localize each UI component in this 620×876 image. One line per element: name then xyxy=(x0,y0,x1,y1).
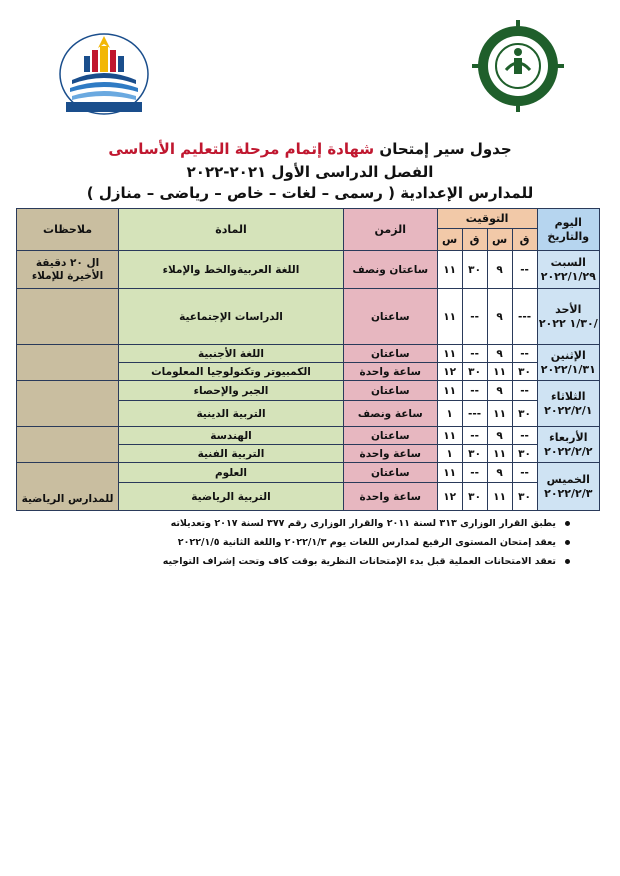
duration-cell: ساعة واحدة xyxy=(343,445,437,463)
end-hour: ١١ xyxy=(437,345,462,363)
end-minute: -- xyxy=(462,289,487,345)
day-cell xyxy=(537,345,599,381)
start-hour: ١١ xyxy=(487,445,512,463)
exam-title-prefix: جدول سير إمتحان xyxy=(374,140,512,158)
note-cell xyxy=(17,381,119,427)
day-date: ٢٠٢٢/٢/٣ xyxy=(544,486,593,500)
subject-cell: التربية الرياضية xyxy=(119,483,344,511)
footnote-item xyxy=(40,552,570,571)
end-hour: ١١ xyxy=(437,381,462,401)
table-row xyxy=(17,427,600,445)
start-hour: ٩ xyxy=(487,381,512,401)
day-date: ٢٠٢٢/٢/١ xyxy=(544,403,593,417)
start-hour: ٩ xyxy=(487,427,512,445)
end-hour: ١ xyxy=(437,401,462,427)
end-hour: ١١ xyxy=(437,251,462,289)
table-row xyxy=(17,463,600,483)
start-minute: ٣٠ xyxy=(512,401,537,427)
header-day-date: اليوم والتاريخ xyxy=(537,209,599,251)
header-timing: التوقيت xyxy=(437,209,537,229)
table-row xyxy=(17,381,600,401)
end-minute: -- xyxy=(462,381,487,401)
day-date: /١/٣٠ ٢٠٢٢ xyxy=(538,316,598,330)
day-cell xyxy=(537,463,599,511)
day-date: ٢٠٢٢/١/٣١ xyxy=(540,362,596,376)
start-hour: ١١ xyxy=(487,401,512,427)
end-minute: ٣٠ xyxy=(462,445,487,463)
start-hour: ٩ xyxy=(487,251,512,289)
day-name: الإثنين xyxy=(550,348,586,362)
day-name: الأربعاء xyxy=(549,430,588,444)
duration-cell: ساعتان xyxy=(343,345,437,363)
exam-schedule-table xyxy=(16,208,600,511)
header-end-hour: س xyxy=(437,229,462,251)
day-date: ٢٠٢٢/٢/٢ xyxy=(544,444,593,458)
day-cell xyxy=(537,251,599,289)
semester-subtitle: الفصل الدراسى الأول ٢٠٢١-٢٠٢٢ xyxy=(186,163,434,181)
table-row xyxy=(17,345,600,363)
end-minute: ٣٠ xyxy=(462,363,487,381)
start-minute: ٣٠ xyxy=(512,363,537,381)
duration-cell: ساعة واحدة xyxy=(343,363,437,381)
header-notes: ملاحظات xyxy=(17,209,119,251)
start-minute: --- xyxy=(512,289,537,345)
education-directorate-logo xyxy=(56,22,152,118)
start-minute: ٣٠ xyxy=(512,445,537,463)
start-minute: -- xyxy=(512,463,537,483)
header-duration: الزمن xyxy=(343,209,437,251)
footnote-text: يطبق القرار الوزارى ٣١٣ لسنة ٢٠١١ والقرار الوزارى رقم ٣٧٧ لسنة ٢٠١٧ وتعديلاته xyxy=(170,518,556,529)
day-name: الخميس xyxy=(546,472,590,486)
footnote-item xyxy=(40,514,570,533)
end-hour: ١١ xyxy=(437,463,462,483)
table-row xyxy=(17,289,600,345)
day-cell xyxy=(537,427,599,463)
start-minute: -- xyxy=(512,251,537,289)
end-minute: ٣٠ xyxy=(462,251,487,289)
end-hour: ١١ xyxy=(437,289,462,345)
end-hour: ١١ xyxy=(437,427,462,445)
table-row xyxy=(17,251,600,289)
end-minute: ٣٠ xyxy=(462,483,487,511)
footnote-text: يعقد إمتحان المستوى الرفيع لمدارس اللغات يوم ٢٠٢٢/١/٣ واللغة الثانية ٢٠٢٢/١/٥ xyxy=(177,537,556,548)
subject-cell: الكمبيوتر وتكنولوجيا المعلومات xyxy=(119,363,344,381)
day-name: الأحد xyxy=(555,302,582,316)
exam-title-accent: شهادة إتمام مرحلة التعليم الأساسى xyxy=(108,140,375,158)
subject-cell: اللغة الأجنبية xyxy=(119,345,344,363)
day-name: السبت xyxy=(550,255,586,269)
governorate-seal-logo xyxy=(470,18,566,114)
subject-cell: الجبر والإحصاء xyxy=(119,381,344,401)
footnotes-list xyxy=(40,514,570,571)
header-start-minute: ق xyxy=(512,229,537,251)
subject-cell: العلوم xyxy=(119,463,344,483)
subject-cell: التربية الفنية xyxy=(119,445,344,463)
exam-title xyxy=(20,140,600,158)
start-hour: ٩ xyxy=(487,289,512,345)
bullet-icon xyxy=(565,540,570,545)
subject-cell: الدراسات الإجتماعية xyxy=(119,289,344,345)
duration-cell: ساعة واحدة xyxy=(343,483,437,511)
duration-cell: ساعتان xyxy=(343,381,437,401)
bullet-icon xyxy=(565,521,570,526)
note-cell: ال ٢٠ دقيقة الأخيرة للإملاء xyxy=(17,251,119,289)
start-minute: -- xyxy=(512,427,537,445)
duration-cell: ساعتان xyxy=(343,289,437,345)
end-minute: -- xyxy=(462,345,487,363)
start-minute: ٣٠ xyxy=(512,483,537,511)
end-hour: ١٢ xyxy=(437,483,462,511)
header-start-hour: س xyxy=(487,229,512,251)
day-cell xyxy=(537,289,599,345)
end-minute: --- xyxy=(462,401,487,427)
start-minute: -- xyxy=(512,345,537,363)
start-hour: ٩ xyxy=(487,463,512,483)
note-cell xyxy=(17,289,119,345)
day-cell xyxy=(537,381,599,427)
header-subject: المادة xyxy=(119,209,344,251)
day-name: الثلاثاء xyxy=(550,389,586,403)
start-hour: ١١ xyxy=(487,483,512,511)
end-hour: ١ xyxy=(437,445,462,463)
duration-cell: ساعتان xyxy=(343,427,437,445)
subject-cell: الهندسة xyxy=(119,427,344,445)
day-date: ٢٠٢٢/١/٢٩ xyxy=(540,269,596,283)
duration-cell: ساعتان ونصف xyxy=(343,251,437,289)
footnote-text: تعقد الامتحانات العملية قبل بدء الإمتحانات النظرية بوقت كاف وتحت إشراف التواجيه xyxy=(162,556,556,567)
end-minute: -- xyxy=(462,463,487,483)
header-end-minute: ق xyxy=(462,229,487,251)
subject-cell: اللغة العربيةوالخط والإملاء xyxy=(119,251,344,289)
duration-cell: ساعة ونصف xyxy=(343,401,437,427)
end-hour: ١٢ xyxy=(437,363,462,381)
start-minute: -- xyxy=(512,381,537,401)
schools-subtitle: للمدارس الإعدادية ( رسمى – لغات – خاص – رياضى – منازل ) xyxy=(86,184,534,202)
footnote-item xyxy=(40,533,570,552)
note-cell xyxy=(17,345,119,381)
start-hour: ٩ xyxy=(487,345,512,363)
start-hour: ١١ xyxy=(487,363,512,381)
note-cell: للمدارس الرياضية xyxy=(17,463,119,511)
bullet-icon xyxy=(565,559,570,564)
note-cell xyxy=(17,427,119,463)
end-minute: -- xyxy=(462,427,487,445)
duration-cell: ساعتان xyxy=(343,463,437,483)
subject-cell: التربية الدينية xyxy=(119,401,344,427)
